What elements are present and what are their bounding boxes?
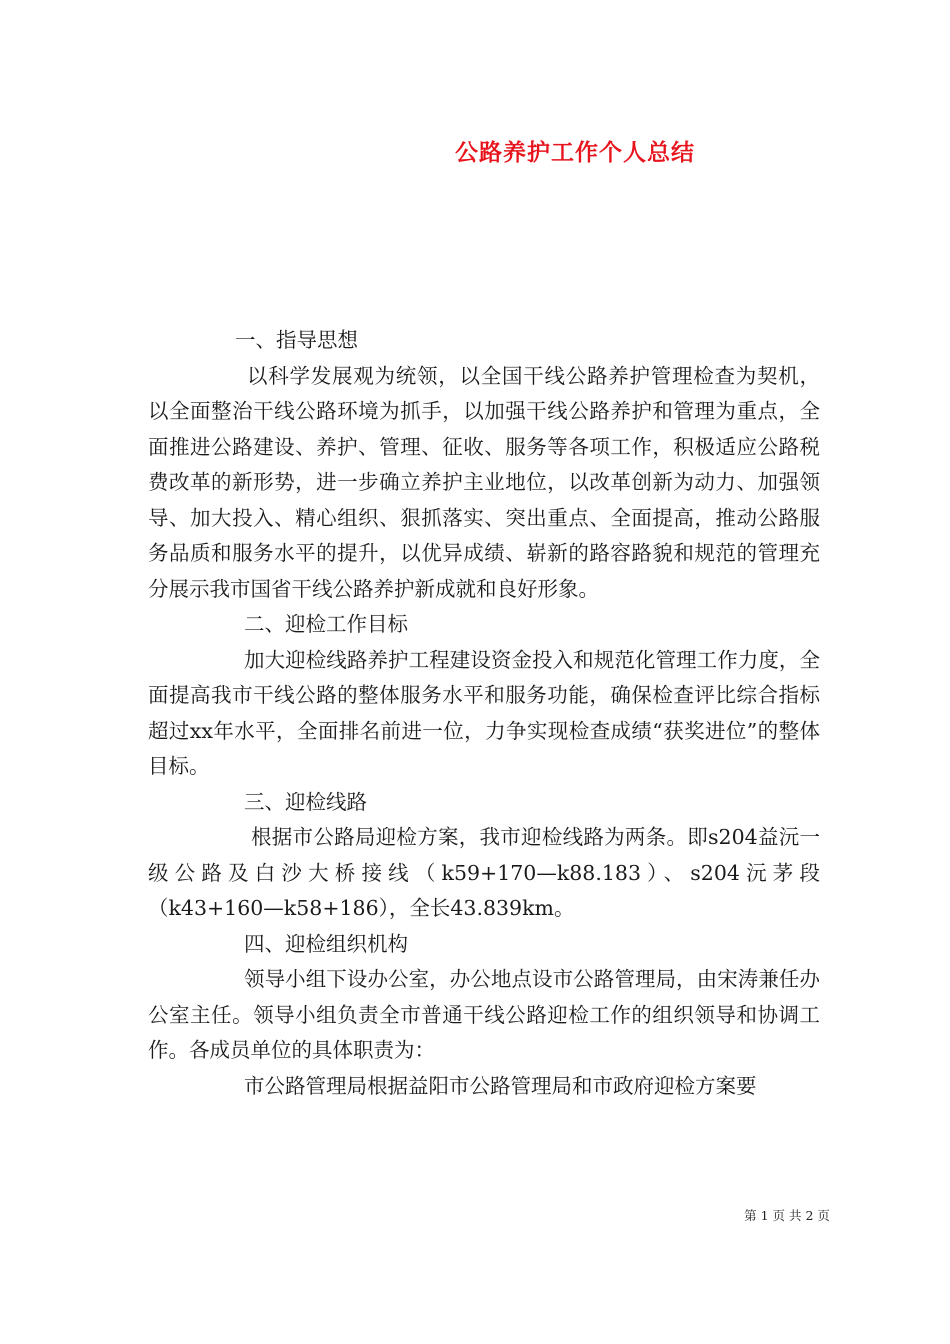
- section-2-paragraph: 加大迎检线路养护工程建设资金投入和规范化管理工作力度，全面提高我市干线公路的整体服务水平和服务功能，确保检查评比综合指标超过xx年水平，全面排名前进一位，力争实现检查成绩“获奖进位”的整体目标。: [148, 647, 820, 778]
- section-heading-3: 三、迎检线路: [244, 789, 367, 814]
- section-3-paragraph: 根据市公路局迎检方案，我市迎检线路为两条。即s204益沅一级公路及白沙大桥接线（k59+170—k88.183）、s204沅茅段（k43+160—k58+186），全长43.839km。: [148, 825, 820, 920]
- section-4-paragraph-2: 市公路管理局根据益阳市公路管理局和市政府迎检方案要: [244, 1073, 757, 1098]
- document-body: [148, 323, 820, 1104]
- section-heading-4: 四、迎检组织机构: [244, 931, 408, 956]
- section-4-paragraph-1: 领导小组下设办公室，办公地点设市公路管理局，由宋涛兼任办公室主任。领导小组负责全市普通干线公路迎检工作的组织领导和协调工作。各成员单位的具体职责为：: [148, 967, 820, 1062]
- page-footer: 第 1 页 共 2 页: [744, 1208, 830, 1223]
- section-1-paragraph: 以科学发展观为统领，以全国干线公路养护管理检查为契机，以全面整治干线公路环境为抓手，以加强干线公路养护和管理为重点，全面推进公路建设、养护、管理、征收、服务等各项工作，积极适应公路税费改革的新形势，进一步确立养护主业地位，以改革创新为动力、加强领导、加大投入、精心组织、狠抓落实、突出重点、全面提高，推动公路服务品质和服务水平的提升，以优异成绩、崭新的路容路貌和规范的管理充分展示我市国省干线公路养护新成就和良好形象。: [148, 363, 820, 601]
- section-heading-2: 二、迎检工作目标: [244, 612, 408, 636]
- document-title: 公路养护工作个人总结: [455, 139, 695, 166]
- section-heading-1: 一、指导思想: [235, 328, 358, 352]
